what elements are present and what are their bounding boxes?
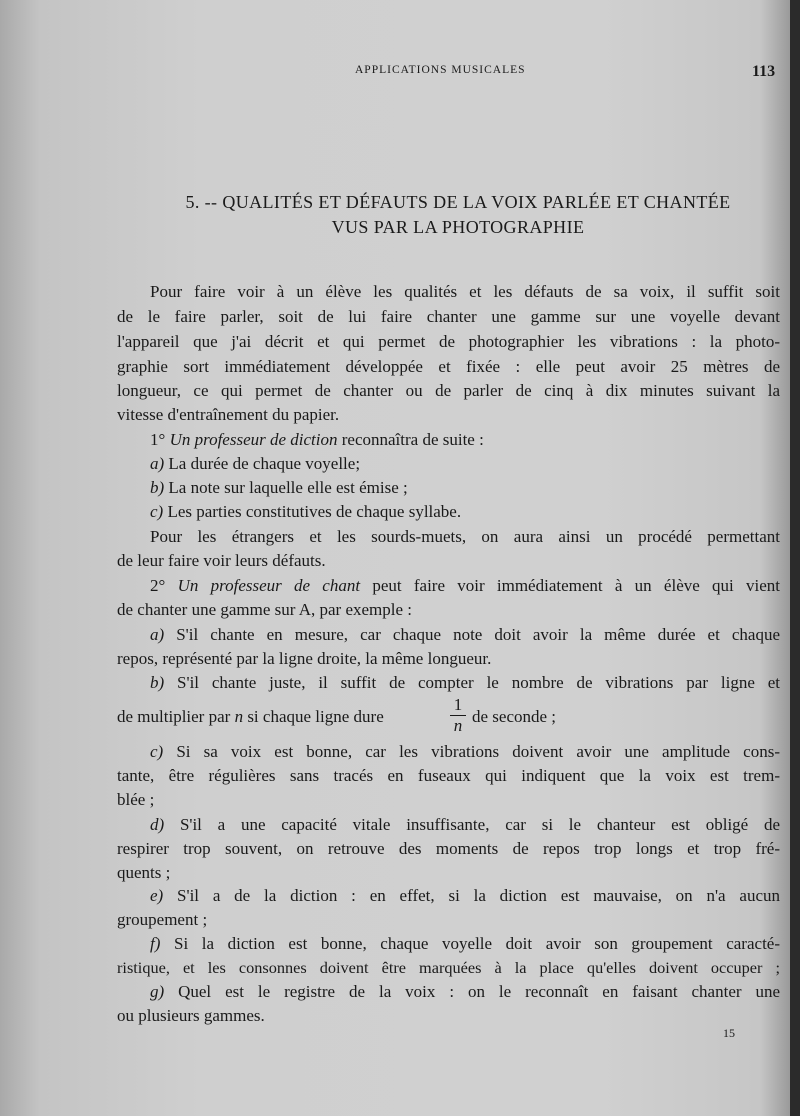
sub-item-letter: d) (150, 815, 165, 834)
sub-item-letter: c) (150, 502, 164, 521)
item-number: 1° (150, 430, 166, 449)
running-title: APPLICATIONS MUSICALES (355, 64, 526, 76)
italic-term: Un professeur de diction (169, 430, 338, 449)
numbered-item-2 (150, 576, 780, 596)
italic-term: Un professeur de chant (177, 576, 361, 595)
section-title (148, 190, 768, 240)
page-number: 113 (752, 63, 776, 80)
sub-item-text: S'il chante juste, il suffit de compter le nombre de vibrations par ligne et (177, 673, 780, 692)
sub-item-text: S'il a une capacité vitale insuffisante, car si le chanteur est obligé de (179, 815, 781, 834)
sub-item-text: Si la diction est bonne, chaque voyelle doit avoir son groupement caracté- (173, 934, 780, 953)
text-line: de seconde ; (472, 707, 557, 726)
text-line: groupement ; (117, 910, 208, 929)
sub-item-letter: a) (150, 454, 165, 473)
sub-item-letter: b) (150, 673, 165, 692)
sub-item-a (150, 454, 360, 474)
sub-item-text: Quel est le registre de la voix : on le reconnaît en faisant chanter une (178, 982, 781, 1001)
sub-item-letter: c) (150, 742, 164, 761)
text-line: respirer trop souvent, on retrouve des moments de repos trop longs et trop fré- (117, 839, 780, 858)
fraction-numerator: 1 (453, 695, 463, 714)
text-segment: si chaque ligne dure (247, 707, 384, 726)
sub-item-text: Si sa voix est bonne, car les vibrations doivent avoir une amplitude cons- (176, 742, 780, 761)
section-title-line-1: 5. -- QUALITÉS ET DÉFAUTS DE LA VOIX PARLÉE ET CHANTÉE (185, 192, 731, 212)
signature-mark: 15 (723, 1026, 735, 1040)
sub-item-c (150, 742, 780, 762)
fraction-one-over-n (450, 696, 466, 735)
sub-item-text: S'il chante en mesure, car chaque note doit avoir la même durée et chaque (176, 625, 780, 644)
text-line: graphie sort immédiatement développée et fixée : elle peut avoir 25 mètres de (117, 357, 780, 376)
sub-item-text: S'il a de la diction : en effet, si la diction est mauvaise, on n'a aucun (177, 886, 781, 905)
item-text: peut faire voir immédiatement à un élève qui vient (372, 576, 781, 595)
sub-item-text: La durée de chaque voyelle; (168, 454, 361, 473)
sub-item-d (150, 815, 780, 835)
sub-item-letter: g) (150, 982, 165, 1001)
sub-item-c (150, 502, 461, 522)
item-text: reconnaîtra de suite : (341, 430, 484, 449)
sub-item-letter: a) (150, 625, 165, 644)
sub-item-f (150, 934, 780, 954)
text-line: blée ; (117, 790, 155, 809)
text-line: tante, être régulières sans tracés en fuseaux qui indiquent que la voix est trem- (117, 766, 780, 785)
text-line-with-fraction (117, 707, 384, 727)
sub-item-a (150, 625, 780, 645)
sub-item-e (150, 886, 780, 906)
text-line: de le faire parler, soit de lui faire chanter une gamme sur une voyelle devant (117, 307, 780, 326)
text-line: l'appareil que j'ai décrit et qui permet de photographier les vibrations : la photo- (117, 332, 780, 351)
numbered-item-1 (150, 430, 484, 450)
text-segment: de multiplier par (117, 707, 231, 726)
sub-item-text: La note sur laquelle elle est émise ; (168, 478, 408, 497)
page-edge-shadow (790, 0, 800, 1116)
text-line: de chanter une gamme sur A, par exemple : (117, 600, 413, 619)
text-line: ristique, et les consonnes doivent être marquées à la place qu'elles doivent occuper ; (117, 958, 780, 977)
sub-item-g (150, 982, 780, 1002)
sub-item-letter: b) (150, 478, 165, 497)
text-line: de leur faire voir leurs défauts. (117, 551, 326, 570)
sub-item-b (150, 673, 780, 693)
text-line: vitesse d'entraînement du papier. (117, 405, 340, 424)
fraction-denominator: n (453, 716, 463, 735)
section-title-line-2: VUS PAR LA PHOTOGRAPHIE (331, 217, 585, 237)
variable-n: n (234, 707, 244, 726)
sub-item-text: Les parties constitutives de chaque syllabe. (167, 502, 462, 521)
text-line: Pour faire voir à un élève les qualités et les défauts de sa voix, il suffit soit (150, 282, 780, 301)
sub-item-letter: f) (150, 934, 161, 953)
sub-item-b (150, 478, 408, 498)
text-line: longueur, ce qui permet de chanter ou de parler de cinq à dix minutes suivant la (117, 381, 780, 400)
sub-item-letter: e) (150, 886, 164, 905)
text-line: quents ; (117, 863, 171, 882)
text-line: Pour les étrangers et les sourds-muets, on aura ainsi un procédé permettant (150, 527, 780, 546)
text-line: repos, représenté par la ligne droite, la même longueur. (117, 649, 492, 668)
text-line: ou plusieurs gammes. (117, 1006, 265, 1025)
item-number: 2° (150, 576, 166, 595)
